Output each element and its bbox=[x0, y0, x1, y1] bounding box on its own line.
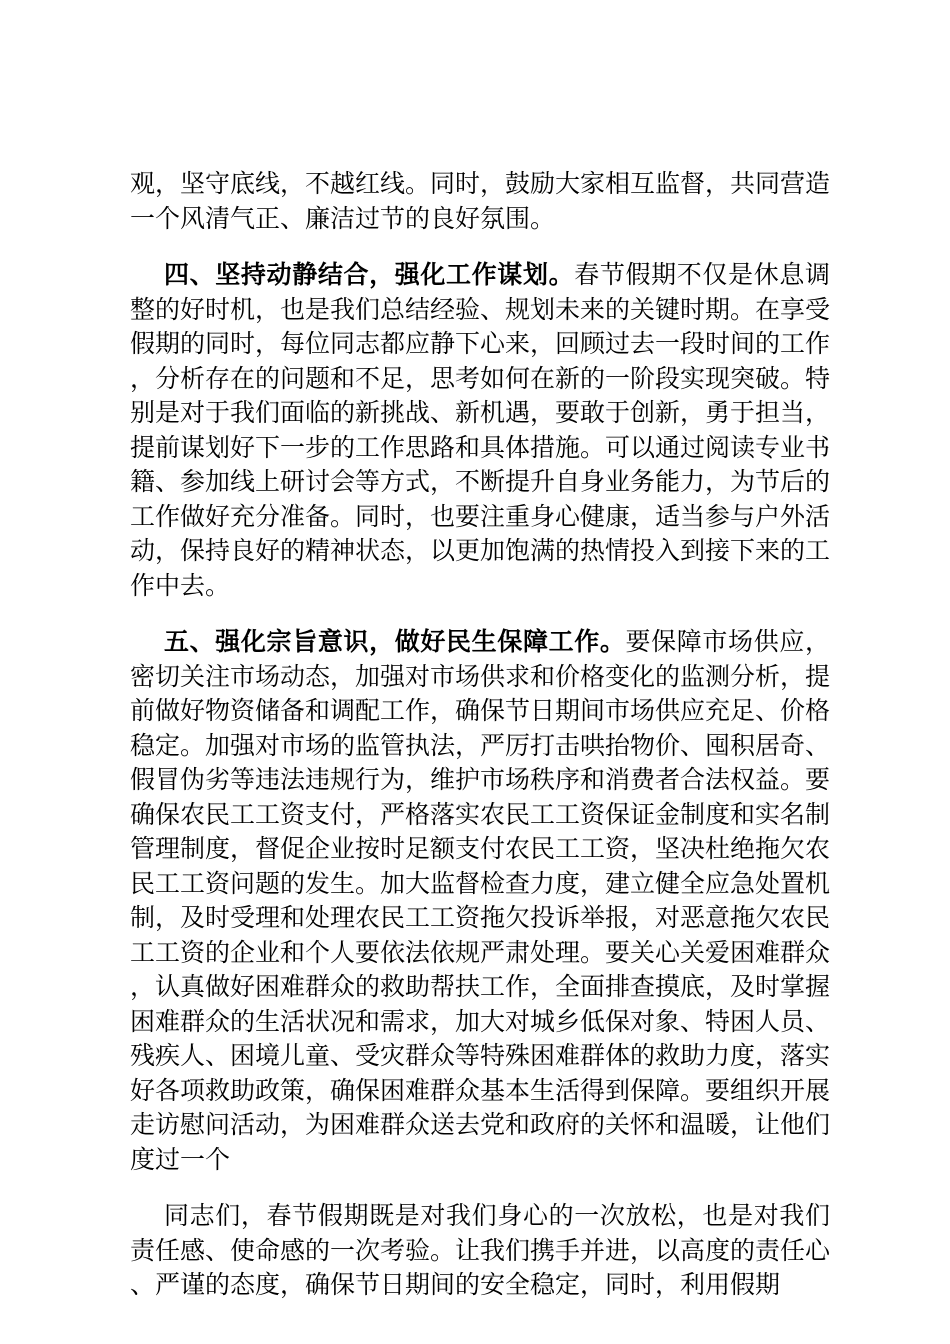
section-heading-four: 四、坚持动静结合，强化工作谋划。 bbox=[164, 260, 575, 289]
paragraph-continuation bbox=[130, 167, 830, 236]
paragraph-closing bbox=[130, 1199, 830, 1303]
paragraph-text: 同志们，春节假期既是对我们身心的一次放松，也是对我们责任感、使命感的一次考验。让我们携手并进，以高度的责任心、严谨的态度，确保节日期间的安全稳定，同时，利用假期 bbox=[130, 1201, 831, 1299]
paragraph-text: 观，坚守底线，不越红线。同时，鼓励大家相互监督，共同营造一个风清气正、廉洁过节的良好氛围。 bbox=[130, 169, 831, 233]
paragraph-section-four bbox=[130, 258, 830, 603]
paragraph-section-five bbox=[130, 625, 830, 1177]
section-heading-five: 五、强化宗旨意识，做好民生保障工作。 bbox=[164, 627, 626, 656]
paragraph-text: 春节假期不仅是休息调整的好时机，也是我们总结经验、规划未来的关键时期。在享受假期的同时，每位同志都应静下心来，回顾过去一段时间的工作，分析存在的问题和不足，思考如何在新的一阶段实现突破。特别是对于我们面临的新挑战、新机遇，要敢于创新，勇于担当，提前谋划好下一步的工作思路和具体措施。可以通过阅读专业书籍、参加线上研讨会等方式，不断提升自身业务能力，为节后的工作做好充分准备。同时，也要注重身心健康，适当参与户外活动，保持良好的精神状态，以更加饱满的热情投入到接下来的工作中去。 bbox=[130, 260, 831, 600]
document-body bbox=[130, 167, 830, 1325]
paragraph-text: 要保障市场供应，密切关注市场动态，加强对市场供求和价格变化的监测分析，提前做好物资储备和调配工作，确保节日期间市场供应充足、价格稳定。加强对市场的监管执法，严厉打击哄抬物价、囤积居奇、假冒伪劣等违法违规行为，维护市场秩序和消费者合法权益。要确保农民工工资支付，严格落实农民工工资保证金制度和实名制管理制度，督促企业按时足额支付农民工工资，坚决杜绝拖欠农民工工资问题的发生。加大监督检查力度，建立健全应急处置机制，及时受理和处理农民工工资拖欠投诉举报，对恶意拖欠农民工工资的企业和个人要依法依规严肃处理。要关心关爱困难群众，认真做好困难群众的救助帮扶工作，全面排查摸底，及时掌握困难群众的生活状况和需求，加大对城乡低保对象、特困人员、残疾人、困境儿童、受灾群众等特殊困难群体的救助力度，落实好各项救助政策，确保困难群众基本生活得到保障。要组织开展走访慰问活动，为困难群众送去党和政府的关怀和温暖，让他们度过一个 bbox=[130, 627, 831, 1174]
